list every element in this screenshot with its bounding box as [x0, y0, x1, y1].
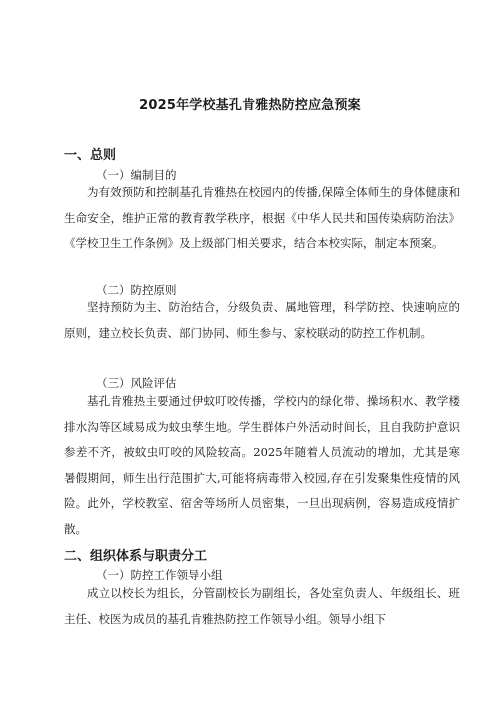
paragraph-principles: 坚持预防为主、防治结合，分级负责、属地管理，科学防控、快速响应的原则，建立校长负责、部门协同、师生参与、家校联动的防控工作机制。	[64, 300, 460, 340]
document-title: 2025年学校基孔肯雅热防控应急预案	[139, 98, 361, 113]
section-heading-organization: 二、组织体系与职责分工	[64, 549, 208, 564]
subheading-principles: （二）防控原则	[96, 283, 177, 297]
paragraph-risk-assessment: 基孔肯雅热主要通过伊蚊叮咬传播，学校内的绿化带、操场积水、教学楼排水沟等区域易成为蚊虫孳生地。学生群体户外活动时间长，且自我防护意识参差不齐，被蚊虫叮咬的风险较高。2025年随着人员流动的增加，尤其是寒暑假期间，师生出行范围扩大,可能将病毒带入校园,存在引发聚集性疫情的风险。此外，学校教室、宿舍等场所人员密集，一旦出现病例，容易造成疫情扩散。	[64, 394, 460, 536]
section-heading-general: 一、总则	[64, 148, 117, 163]
subheading-risk-assessment: （三）风险评估	[96, 376, 177, 390]
subheading-leadership-group: （一）防控工作领导小组	[96, 568, 223, 582]
paragraph-purpose: 为有效预防和控制基孔肯雅热在校园内的传播,保障全体师生的身体健康和生命安全，维护正常的教育教学秩序，根据《中华人民共和国传染病防治法》《学校卫生工作条例》及上级部门相关要求，结合本校实际，制定本预案。	[64, 185, 460, 251]
paragraph-leadership-group: 成立以校长为组长，分管副校长为副组长，各处室负责人、年级组长、班主任、校医为成员的基孔肯雅热防控工作领导小组。领导小组下	[64, 586, 460, 626]
subheading-purpose: （一）编制目的	[96, 168, 177, 182]
